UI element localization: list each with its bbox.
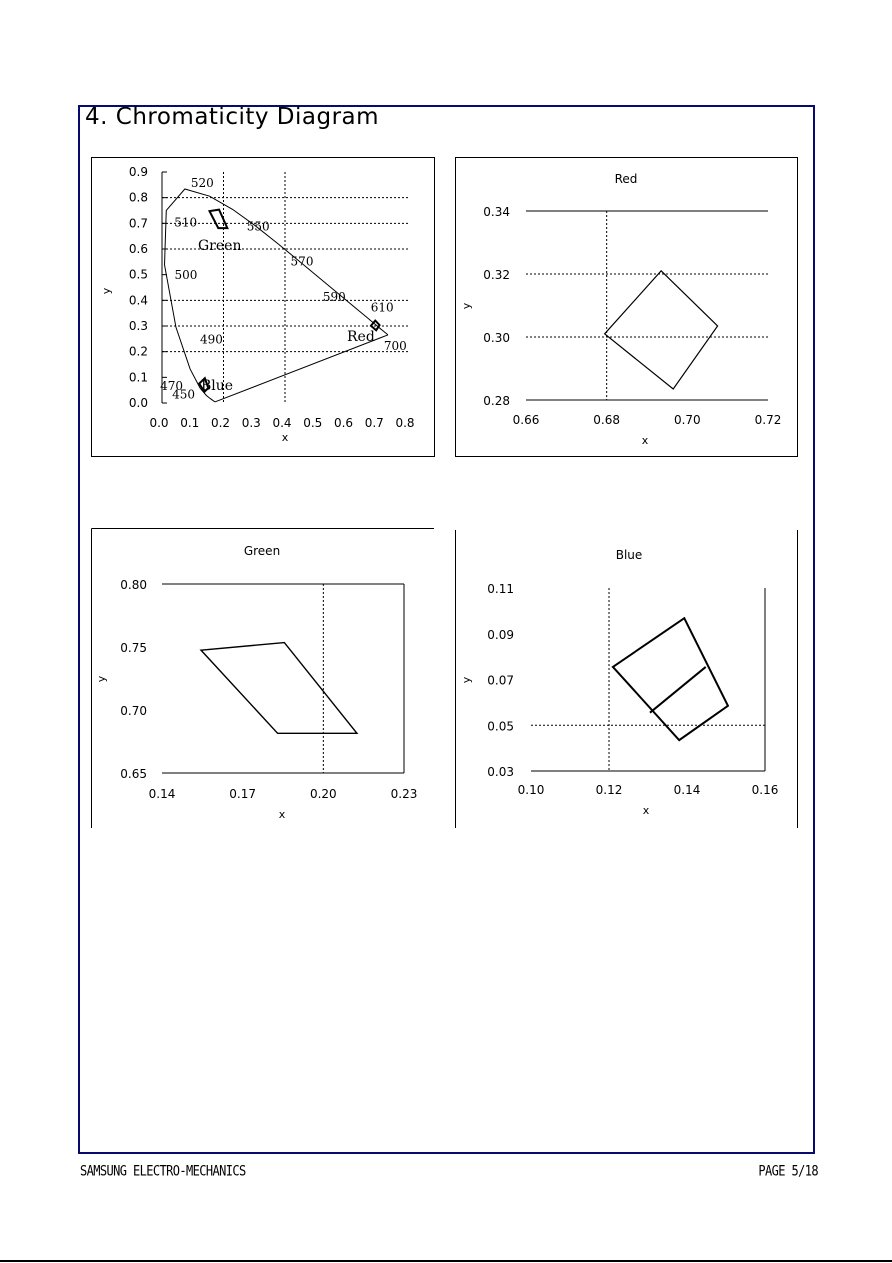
green-x-label: x: [278, 808, 286, 821]
cie-x-label: x: [281, 431, 289, 444]
cie-x-tick-label: 0.7: [364, 416, 384, 430]
cie-y-tick-label: 0.8: [128, 190, 148, 205]
cie-x-tick-label: 0.4: [272, 416, 292, 430]
spectral-locus: [165, 189, 388, 402]
blue-y-ticks: [487, 582, 514, 779]
blue-polygons: [613, 618, 728, 740]
wavelength-label-700: 700: [383, 338, 407, 353]
blue-x-tick-label: 0.14: [673, 783, 701, 797]
blue-axes: [531, 588, 765, 771]
wavelength-label-610: 610: [370, 300, 394, 315]
blue-y-tick-label: 0.07: [487, 673, 514, 688]
red-x-tick-label: 0.68: [593, 413, 621, 427]
cie-x-tick-label: 0.0: [149, 416, 169, 430]
red-polygons: [605, 271, 718, 389]
wavelength-labels: [160, 176, 407, 401]
blue-y-label: y: [460, 676, 473, 684]
footer-company: SAMSUNG ELECTRO-MECHANICS: [80, 1163, 246, 1180]
green-axes: [162, 584, 404, 773]
green-y-tick-label: 0.65: [120, 767, 147, 781]
cie-y-label: y: [100, 287, 113, 295]
red-y-tick-label: 0.28: [483, 394, 510, 408]
green-y-tick-label: 0.70: [120, 704, 147, 718]
blue-divider-line: [650, 667, 706, 713]
blue-y-tick-label: 0.03: [487, 765, 514, 779]
red-y-ticks: [483, 205, 510, 408]
blue-x-ticks: [518, 783, 779, 797]
blue-x-tick-label: 0.16: [751, 783, 779, 797]
wavelength-label-450: 450: [172, 387, 196, 402]
blue-y-tick-label: 0.11: [487, 582, 514, 596]
green-y-tick-label: 0.75: [120, 641, 147, 655]
cie-x-tick-label: 0.8: [395, 416, 415, 430]
green-polygons: [201, 643, 357, 734]
wavelength-label-490: 490: [199, 332, 223, 347]
blue-chart: [460, 548, 778, 817]
green-y-ticks: [120, 578, 147, 781]
cie-y-tick-label: 0.4: [128, 293, 148, 308]
red-x-tick-label: 0.70: [673, 413, 701, 427]
red-y-tick-label: 0.30: [483, 331, 510, 345]
green-x-tick-label: 0.23: [390, 787, 418, 801]
green-chart: [95, 544, 417, 821]
blue-grid: [531, 588, 765, 771]
cie-y-tick-label: 0.1: [128, 370, 148, 385]
red-y-tick-label: 0.32: [483, 268, 510, 282]
cie-x-tick-label: 0.1: [180, 416, 200, 430]
cie-chart: [100, 165, 415, 444]
green-y-label: y: [95, 675, 108, 683]
red-region-label: Red: [347, 329, 375, 345]
wavelength-label-520: 520: [190, 175, 214, 190]
bottom-rule: [0, 1260, 892, 1262]
blue-chart-title: Blue: [615, 548, 643, 562]
cie-y-tick-label: 0.7: [128, 216, 148, 231]
red-polygon: [605, 271, 718, 389]
cie-y-ticks: [129, 165, 167, 410]
cie-x-tick-label: 0.3: [241, 416, 261, 430]
wavelength-label-500: 500: [174, 267, 198, 282]
panel-borders: [92, 158, 798, 829]
red-x-label: x: [641, 434, 649, 447]
green-x-tick-label: 0.20: [309, 787, 337, 801]
cie-x-tick-label: 0.6: [333, 416, 354, 430]
red-chart-title: Red: [614, 172, 638, 186]
green-x-tick-label: 0.17: [229, 787, 257, 801]
blue-region-label: Blue: [201, 378, 234, 394]
cie-y-tick-label: 0.2: [128, 344, 148, 359]
wavelength-label-570: 570: [290, 254, 314, 269]
green-polygon: [201, 643, 357, 734]
green-x-ticks: [149, 787, 418, 801]
green-chart-title: Green: [243, 544, 281, 558]
cie-grid: [162, 172, 408, 403]
blue-x-tick-label: 0.12: [595, 783, 623, 797]
red-x-ticks: [513, 413, 782, 427]
section-title: 4. Chromaticity Diagram: [85, 104, 380, 130]
cie-x-ticks: [149, 416, 414, 430]
cie-y-tick-label: 0.3: [128, 319, 148, 333]
footer-page-number: PAGE 5/18: [758, 1163, 818, 1180]
blue-x-tick-label: 0.10: [517, 783, 545, 797]
red-axes: [526, 211, 768, 400]
red-x-tick-label: 0.66: [512, 413, 540, 427]
green-region-label: Green: [198, 238, 242, 254]
blue-y-tick-label: 0.09: [487, 627, 514, 642]
cie-y-tick-label: 0.5: [128, 267, 148, 282]
red-x-tick-label: 0.72: [754, 413, 782, 427]
wavelength-label-510: 510: [174, 215, 198, 230]
cie-region-green: [210, 210, 228, 228]
red-y-tick-label: 0.34: [483, 205, 510, 219]
green-x-tick-label: 0.14: [148, 787, 176, 801]
cie-y-tick-label: 0.0: [128, 396, 148, 410]
cie-y-tick-label: 0.9: [128, 165, 148, 179]
wavelength-label-470: 470: [160, 379, 184, 394]
green-y-tick-label: 0.80: [120, 578, 147, 592]
blue-polygon: [613, 618, 728, 740]
cie-y-tick-label: 0.6: [128, 242, 148, 256]
wavelength-label-550: 550: [246, 219, 270, 234]
red-panel-border: [456, 158, 798, 457]
blue-x-label: x: [642, 804, 650, 817]
wavelength-label-590: 590: [322, 290, 346, 305]
red-chart: [460, 172, 781, 447]
cie-x-tick-label: 0.5: [303, 416, 323, 430]
blue-y-tick-label: 0.05: [487, 719, 514, 734]
cie-x-tick-label: 0.2: [210, 416, 231, 430]
red-grid: [526, 211, 768, 400]
red-y-label: y: [460, 302, 473, 310]
